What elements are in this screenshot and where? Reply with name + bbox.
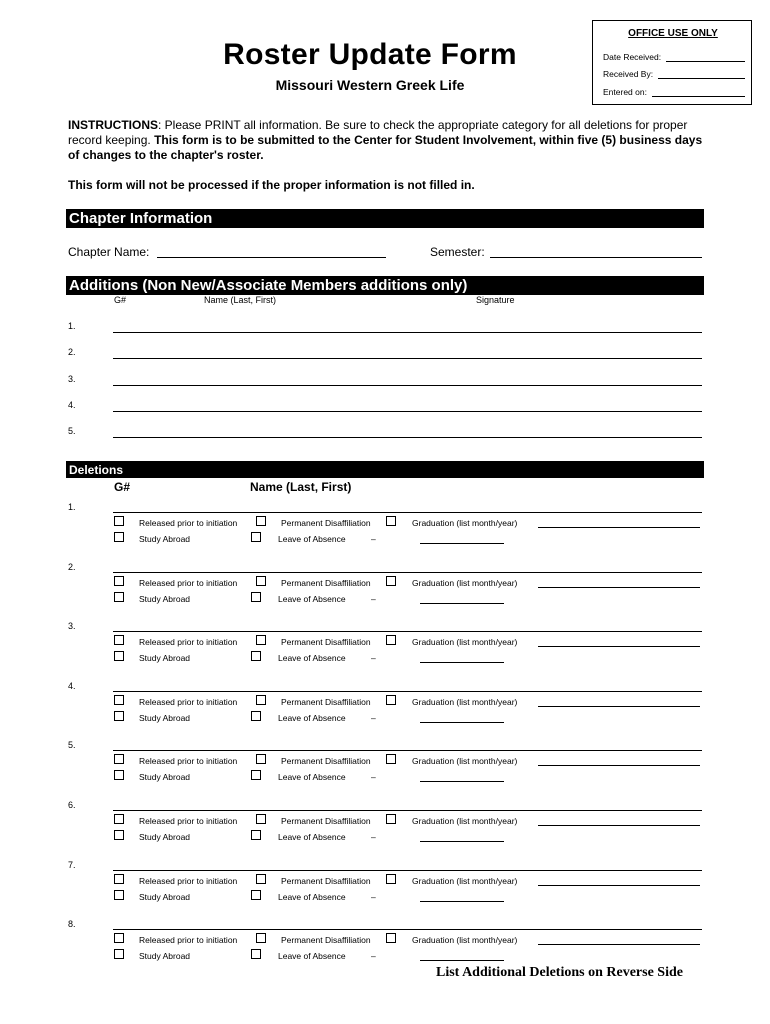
graduation-checkbox[interactable] [386, 576, 396, 586]
graduation-label: Graduation (list month/year) [412, 518, 518, 528]
graduation-checkbox[interactable] [386, 814, 396, 824]
graduation-label: Graduation (list month/year) [412, 577, 518, 588]
chapter-name-label: Chapter Name: [68, 245, 150, 259]
released-checkbox[interactable] [114, 754, 124, 764]
released-label: Released prior to initiation [139, 935, 238, 946]
office-use-title: OFFICE USE ONLY [628, 28, 718, 39]
study-abroad-checkbox[interactable] [114, 711, 124, 721]
deletion-name-line[interactable] [113, 870, 702, 871]
deletion-name-line[interactable] [113, 691, 702, 692]
deletions-col-g: G# [114, 480, 131, 494]
released-checkbox[interactable] [114, 874, 124, 884]
released-label: Released prior to initiation [139, 637, 238, 648]
study-abroad-label: Study Abroad [139, 593, 191, 604]
leave-date-line[interactable] [420, 781, 504, 782]
leave-checkbox[interactable] [251, 592, 261, 602]
addition-row-line[interactable] [113, 358, 702, 359]
released-checkbox[interactable] [114, 516, 124, 526]
graduation-checkbox[interactable] [386, 874, 396, 884]
addition-row-number: 2. [68, 347, 76, 358]
leave-dash: – [371, 951, 376, 962]
study-abroad-label: Study Abroad [139, 832, 191, 842]
leave-label: Leave of Absence [278, 772, 346, 783]
released-checkbox[interactable] [114, 814, 124, 824]
leave-label: Leave of Absence [278, 832, 346, 842]
leave-label: Leave of Absence [278, 534, 346, 544]
leave-date-line[interactable] [420, 960, 504, 961]
study-abroad-checkbox[interactable] [114, 890, 124, 900]
study-abroad-checkbox[interactable] [114, 532, 124, 542]
deletion-name-line[interactable] [113, 929, 702, 930]
graduation-checkbox[interactable] [386, 695, 396, 705]
deletion-row-number: 7. [68, 859, 76, 870]
disaffiliation-checkbox[interactable] [256, 754, 266, 764]
graduation-checkbox[interactable] [386, 635, 396, 645]
leave-label: Leave of Absence [278, 712, 346, 723]
leave-date-line[interactable] [420, 901, 504, 902]
leave-checkbox[interactable] [251, 890, 261, 900]
addition-row-number: 4. [68, 399, 76, 410]
leave-dash: – [371, 593, 376, 604]
disaffiliation-checkbox[interactable] [256, 874, 266, 884]
leave-dash: – [371, 772, 376, 783]
study-abroad-checkbox[interactable] [114, 830, 124, 840]
graduation-checkbox[interactable] [386, 933, 396, 943]
instructions-bold-text: This form is to be submitted to the Center for Student Involvement, within five (5) business days of changes to the chapter's roster. [68, 133, 703, 162]
addition-row-number: 5. [68, 426, 76, 437]
released-label: Released prior to initiation [139, 577, 238, 588]
disaffiliation-checkbox[interactable] [256, 814, 266, 824]
leave-date-line[interactable] [420, 662, 504, 663]
graduation-checkbox[interactable] [386, 516, 396, 526]
semester-field[interactable] [490, 257, 702, 258]
study-abroad-checkbox[interactable] [114, 592, 124, 602]
processing-notice: This form will not be processed if the proper information is not filled in. [68, 178, 475, 192]
released-label: Released prior to initiation [139, 875, 238, 886]
disaffiliation-checkbox[interactable] [256, 933, 266, 943]
disaffiliation-label: Permanent Disaffiliation [281, 756, 371, 767]
graduation-date-line[interactable] [538, 944, 700, 945]
leave-checkbox[interactable] [251, 830, 261, 840]
instructions-text: : Please PRINT all information. Be sure to check the appropriate category for all deletions for proper record keeping. [68, 118, 688, 147]
graduation-date-line[interactable] [538, 527, 700, 528]
leave-label: Leave of Absence [278, 891, 346, 902]
graduation-label: Graduation (list month/year) [412, 875, 518, 886]
study-abroad-label: Study Abroad [139, 951, 191, 962]
deletion-name-line[interactable] [113, 810, 702, 811]
released-label: Released prior to initiation [139, 518, 238, 528]
leave-dash: – [371, 891, 376, 902]
additions-heading: Additions (Non New/Associate Members additions only) [66, 276, 704, 295]
study-abroad-label: Study Abroad [139, 712, 191, 723]
graduation-date-line[interactable] [538, 825, 700, 826]
study-abroad-label: Study Abroad [139, 772, 191, 783]
date-received-label: Date Received: [603, 52, 662, 62]
disaffiliation-label: Permanent Disaffiliation [281, 577, 371, 588]
study-abroad-checkbox[interactable] [114, 770, 124, 780]
addition-row-line[interactable] [113, 332, 702, 333]
released-checkbox[interactable] [114, 576, 124, 586]
deletion-name-line[interactable] [113, 631, 702, 632]
disaffiliation-label: Permanent Disaffiliation [281, 696, 371, 707]
deletions-col-name: Name (Last, First) [250, 480, 352, 494]
instructions-label: INSTRUCTIONS [68, 118, 158, 132]
footer-note: List Additional Deletions on Reverse Side [436, 965, 683, 980]
leave-checkbox[interactable] [251, 949, 261, 959]
disaffiliation-checkbox[interactable] [256, 516, 266, 526]
additions-col-signature: Signature [476, 295, 515, 305]
graduation-label: Graduation (list month/year) [412, 935, 518, 946]
addition-row-line[interactable] [113, 385, 702, 386]
leave-date-line[interactable] [420, 603, 504, 604]
semester-label: Semester: [430, 245, 485, 259]
released-checkbox[interactable] [114, 933, 124, 943]
disaffiliation-checkbox[interactable] [256, 695, 266, 705]
graduation-checkbox[interactable] [386, 754, 396, 764]
disaffiliation-label: Permanent Disaffiliation [281, 935, 371, 946]
graduation-date-line[interactable] [538, 587, 700, 588]
study-abroad-checkbox[interactable] [114, 949, 124, 959]
disaffiliation-checkbox[interactable] [256, 576, 266, 586]
study-abroad-checkbox[interactable] [114, 651, 124, 661]
additions-col-g: G# [114, 295, 127, 305]
deletion-row-number: 4. [68, 680, 76, 691]
disaffiliation-label: Permanent Disaffiliation [281, 637, 371, 648]
deletion-name-line[interactable] [113, 750, 702, 751]
graduation-label: Graduation (list month/year) [412, 637, 518, 648]
page-subtitle: Missouri Western Greek Life [275, 77, 465, 93]
deletion-name-line[interactable] [113, 572, 702, 573]
addition-row-line[interactable] [113, 437, 702, 438]
leave-dash: – [371, 832, 376, 842]
deletions-heading: Deletions [66, 461, 704, 478]
leave-checkbox[interactable] [251, 770, 261, 780]
released-checkbox[interactable] [114, 635, 124, 645]
released-label: Released prior to initiation [139, 816, 238, 826]
instructions-paragraph [68, 118, 704, 163]
leave-dash: – [371, 653, 376, 664]
received-by-label: Received By: [603, 69, 654, 79]
study-abroad-label: Study Abroad [139, 534, 191, 544]
leave-date-line[interactable] [420, 841, 504, 842]
page-title: Roster Update Form [223, 38, 517, 71]
graduation-date-line[interactable] [538, 765, 700, 766]
addition-row-number: 3. [68, 373, 76, 384]
released-checkbox[interactable] [114, 695, 124, 705]
released-label: Released prior to initiation [139, 696, 238, 707]
leave-date-line[interactable] [420, 543, 504, 544]
deletion-row-number: 1. [68, 502, 76, 512]
disaffiliation-label: Permanent Disaffiliation [281, 875, 371, 886]
graduation-label: Graduation (list month/year) [412, 816, 518, 826]
deletion-row-number: 6. [68, 800, 76, 810]
leave-dash: – [371, 712, 376, 723]
entered-on-label: Entered on: [603, 87, 647, 97]
leave-label: Leave of Absence [278, 653, 346, 664]
leave-checkbox[interactable] [251, 711, 261, 721]
deletion-row-number: 5. [68, 740, 76, 751]
leave-label: Leave of Absence [278, 593, 346, 604]
deletion-name-line[interactable] [113, 512, 702, 513]
disaffiliation-checkbox[interactable] [256, 635, 266, 645]
deletion-row-number: 8. [68, 919, 76, 930]
deletion-row-number: 3. [68, 621, 76, 632]
additions-col-name: Name (Last, First) [204, 295, 277, 305]
graduation-date-line[interactable] [538, 646, 700, 647]
graduation-date-line[interactable] [538, 706, 700, 707]
disaffiliation-label: Permanent Disaffiliation [281, 816, 371, 826]
graduation-label: Graduation (list month/year) [412, 756, 518, 767]
graduation-date-line[interactable] [538, 885, 700, 886]
leave-checkbox[interactable] [251, 651, 261, 661]
leave-date-line[interactable] [420, 722, 504, 723]
chapter-info-heading: Chapter Information [66, 209, 704, 228]
graduation-label: Graduation (list month/year) [412, 696, 518, 707]
chapter-name-field[interactable] [157, 257, 386, 258]
study-abroad-label: Study Abroad [139, 891, 191, 902]
leave-checkbox[interactable] [251, 532, 261, 542]
disaffiliation-label: Permanent Disaffiliation [281, 518, 371, 528]
leave-label: Leave of Absence [278, 951, 346, 962]
addition-row-line[interactable] [113, 411, 702, 412]
deletion-row-number: 2. [68, 561, 76, 572]
addition-row-number: 1. [68, 321, 76, 331]
study-abroad-label: Study Abroad [139, 653, 191, 664]
released-label: Released prior to initiation [139, 756, 238, 767]
leave-dash: – [371, 534, 376, 544]
